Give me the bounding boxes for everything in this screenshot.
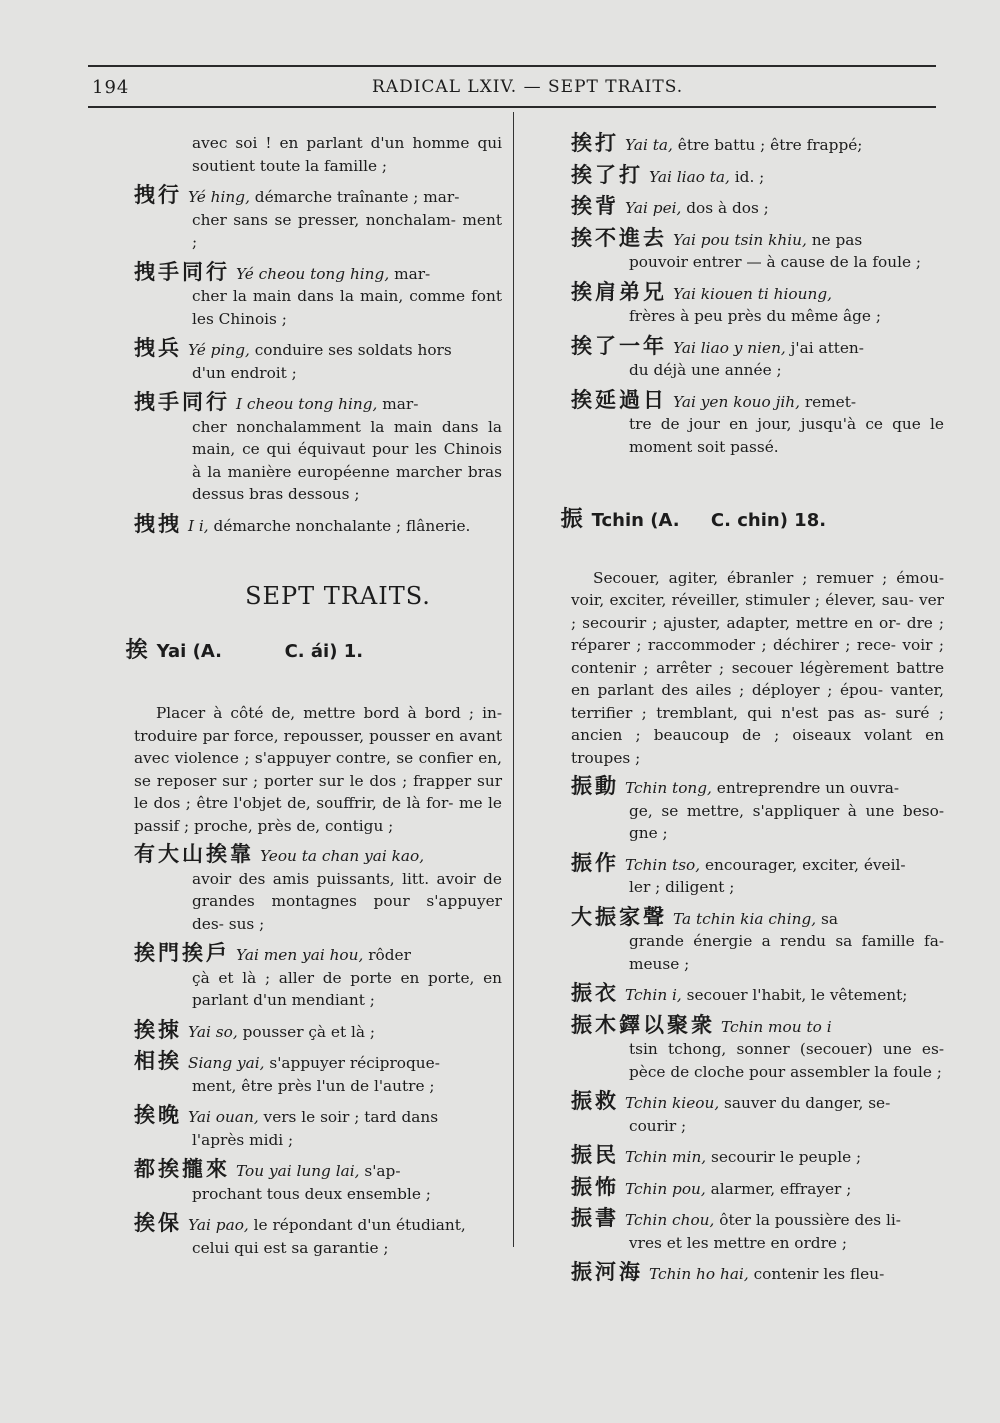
entry-romanization: Yai pei, xyxy=(625,199,682,217)
dictionary-entry xyxy=(571,775,944,845)
entry-gloss-start: secouer l'habit, le vêtement; xyxy=(681,986,908,1004)
char-header-text: Tchin (A. C. chin) 18. xyxy=(591,509,827,531)
char-header-text: Yai (A. C. ái) 1. xyxy=(156,641,364,662)
dictionary-entry xyxy=(571,1144,944,1169)
entry-romanization: Tchin pou, xyxy=(625,1179,706,1198)
dictionary-entry xyxy=(571,1207,944,1254)
running-title: RADICAL LXIV. — SEPT TRAITS. xyxy=(372,77,684,97)
dictionary-entry xyxy=(134,942,502,1012)
entry-hanzi: 振怖 xyxy=(571,1174,619,1199)
entry-gloss-start: dos à dos ; xyxy=(681,199,769,217)
entry-hanzi: 挨背 xyxy=(571,194,619,218)
dictionary-entry xyxy=(571,227,944,274)
entry-romanization: Yai pao, xyxy=(188,1216,249,1234)
entry-hanzi: 拽手同行 xyxy=(134,259,230,284)
column-divider xyxy=(513,112,514,1247)
entry-first-line xyxy=(134,1212,502,1237)
entry-hanzi: 挨肩弟兄 xyxy=(571,279,667,304)
entry-gloss-start: entreprendre un ouvra- xyxy=(711,779,900,797)
entry-first-line xyxy=(571,335,944,360)
dictionary-entry xyxy=(571,906,944,976)
entry-list xyxy=(134,843,502,1259)
entry-romanization: Tchin tso, xyxy=(625,855,701,874)
char-header-hanzi: 振 xyxy=(560,506,586,532)
entry-romanization: Tchin i, xyxy=(625,986,682,1004)
entry-gloss-start: s'ap- xyxy=(359,1162,401,1180)
entry-gloss-continuation: cher sans se presser, nonchalam- ment ; xyxy=(192,210,502,251)
definition-tchin: Secouer, agiter, ébranler ; remuer ; émou- voir, exciter, réveiller, stimuler ; élever, sau- ver ; secourir ; ajuster, adapter, mettre en or- dre ; réparer ; raccommoder ; déchirer ; rece- voir ; contenir ; arrêter ; secouer légèrement battre en parlant des ailes ; déployer ; épou- vanter, terrifier ; tremblant, qui n'est pas as- suré ; ancien ; beaucoup de ; oiseaux volant en troupes ; xyxy=(571,568,944,767)
dictionary-entry xyxy=(571,1176,944,1201)
entry-hanzi: 挨門挨戶 xyxy=(134,941,230,965)
dictionary-entry xyxy=(571,1014,944,1084)
entry-gloss-start: démarche traînante ; mar- xyxy=(249,188,460,206)
entry-hanzi: 振書 xyxy=(571,1206,619,1230)
entry-hanzi: 振衣 xyxy=(571,981,619,1005)
entry-list xyxy=(571,775,944,1286)
entry-gloss-continuation: courir ; xyxy=(629,1116,687,1135)
entry-romanization: Tchin ho hai, xyxy=(649,1265,749,1283)
char-header-tchin xyxy=(523,486,944,555)
entry-gloss-start: id. ; xyxy=(729,167,765,186)
right-column xyxy=(560,131,944,1293)
entry-gloss-start: mar- xyxy=(389,264,431,283)
entry-gloss-continuation: vres et les mettre en ordre ; xyxy=(629,1233,847,1252)
entry-first-line xyxy=(571,982,944,1007)
dictionary-entry xyxy=(134,513,502,538)
entry-romanization: Yai ta, xyxy=(625,136,673,154)
dictionary-entry xyxy=(134,1158,502,1205)
dictionary-entry xyxy=(571,1261,944,1286)
entry-romanization: I i, xyxy=(188,516,209,535)
entry-first-line xyxy=(134,513,502,538)
entry-first-line xyxy=(571,281,944,306)
entry-first-line xyxy=(134,1019,502,1044)
entry-hanzi: 挨打 xyxy=(571,131,619,155)
header-rule-top xyxy=(88,65,936,67)
entry-romanization: Yai so, xyxy=(188,1022,238,1041)
entry-romanization: I cheou tong hing, xyxy=(236,395,378,413)
entry-gloss-start: j'ai atten- xyxy=(785,338,864,357)
entry-hanzi: 有大山挨靠 xyxy=(134,842,254,866)
dictionary-entry xyxy=(571,982,944,1007)
left-column xyxy=(125,132,502,1266)
entry-first-line xyxy=(134,261,502,286)
entry-gloss-continuation: ge, se mettre, s'appliquer à une beso- gne ; xyxy=(629,801,944,842)
entry-hanzi: 振作 xyxy=(571,850,619,875)
entry-gloss-continuation: grande énergie a rendu sa famille fa- meuse ; xyxy=(629,932,944,973)
entry-first-line xyxy=(571,389,944,414)
entry-list xyxy=(134,184,502,537)
entry-gloss-start: vers le soir ; tard dans xyxy=(258,1108,439,1126)
entry-hanzi: 拽手同行 xyxy=(134,390,230,414)
entry-gloss-continuation: prochant tous deux ensemble ; xyxy=(192,1184,431,1203)
entry-gloss-start: être battu ; être frappé; xyxy=(672,136,863,154)
entry-romanization: Yé ping, xyxy=(188,341,250,359)
entry-gloss-start: pousser çà et là ; xyxy=(237,1022,376,1041)
dictionary-entry xyxy=(134,1104,502,1151)
entry-gloss-continuation: tsin tchong, sonner (secouer) une es- pèce de cloche pour assembler la foule ; xyxy=(629,1040,944,1081)
dictionary-entry xyxy=(571,132,944,157)
entry-gloss-continuation: frères à peu près du même âge ; xyxy=(629,307,881,325)
entry-gloss-continuation: avoir des amis puissants, litt. avoir de grandes montagnes pour s'appuyer des- sus ; xyxy=(192,869,502,933)
entry-gloss-start: conduire ses soldats hors xyxy=(249,341,452,359)
entry-gloss-start: sauver du danger, se- xyxy=(719,1094,891,1112)
entry-hanzi: 振救 xyxy=(571,1089,619,1113)
entry-romanization: Yai kiouen ti hioung, xyxy=(673,284,832,303)
entry-gloss-continuation: cher nonchalamment la main dans la main, ce qui équivaut pour les Chinois à la manière européenne marcher bras dessus bras dessous ; xyxy=(192,417,502,503)
entry-hanzi: 振民 xyxy=(571,1143,619,1167)
entry-hanzi: 挨不進去 xyxy=(571,225,667,250)
entry-gloss-start: remet- xyxy=(799,392,857,411)
entry-romanization: Yai pou tsin khiu, xyxy=(673,230,807,249)
entry-romanization: Siang yai, xyxy=(188,1054,265,1072)
entry-romanization: Tou yai lung lai, xyxy=(236,1162,360,1180)
page-number: 194 xyxy=(92,77,130,98)
entry-hanzi: 振動 xyxy=(571,774,619,798)
entry-hanzi: 相挨 xyxy=(134,1049,182,1073)
entry-hanzi: 挨保 xyxy=(134,1211,182,1235)
entry-romanization: Yai yen kouo jih, xyxy=(673,392,800,411)
entry-gloss-start: secourir le peuple ; xyxy=(706,1148,862,1166)
header-rule-bottom xyxy=(88,106,936,108)
entry-hanzi: 大振家聲 xyxy=(571,904,667,929)
entry-first-line xyxy=(571,1090,944,1115)
entry-hanzi: 拽兵 xyxy=(134,336,182,360)
entry-romanization: Ta tchin kia ching, xyxy=(673,909,817,928)
entry-gloss-continuation: ler ; diligent ; xyxy=(629,878,735,896)
entry-romanization: Yai liao ta, xyxy=(649,167,730,186)
entry-first-line xyxy=(571,775,944,800)
dictionary-entry xyxy=(134,1212,502,1259)
entry-first-line xyxy=(134,843,502,868)
entry-romanization: Tchin mou to i xyxy=(721,1017,832,1036)
entry-romanization: Yé hing, xyxy=(188,188,250,206)
entry-romanization: Yeou ta chan yai kao, xyxy=(260,847,425,865)
char-header-hanzi: 挨 xyxy=(125,638,151,663)
entry-romanization: Yai liao y nien, xyxy=(673,338,786,357)
entry-hanzi: 振木鐸以聚衆 xyxy=(571,1012,715,1037)
entry-romanization: Tchin chou, xyxy=(625,1211,715,1229)
entry-hanzi: 挨了一年 xyxy=(571,333,667,358)
dictionary-entry xyxy=(134,843,502,935)
entry-list xyxy=(571,132,944,458)
entry-gloss-start: rôder xyxy=(363,946,411,964)
entry-romanization: Tchin tong, xyxy=(625,779,712,797)
entry-first-line xyxy=(134,942,502,967)
entry-gloss-continuation: l'après midi ; xyxy=(192,1130,294,1149)
entry-gloss-start: alarmer, effrayer ; xyxy=(705,1179,852,1198)
entry-hanzi: 挨延過日 xyxy=(571,387,667,412)
entry-first-line xyxy=(134,184,502,209)
entry-gloss-start: mar- xyxy=(377,395,419,413)
entry-gloss-start: contenir les fleu- xyxy=(748,1265,885,1283)
entry-gloss-continuation: pouvoir entrer — à cause de la foule ; xyxy=(629,253,922,271)
entry-first-line xyxy=(571,1207,944,1232)
entry-first-line xyxy=(571,132,944,157)
dictionary-entry xyxy=(571,389,944,459)
entry-hanzi: 拽行 xyxy=(134,183,182,207)
entry-hanzi: 挨捒 xyxy=(134,1017,182,1042)
entry-hanzi: 拽拽 xyxy=(134,511,182,536)
entry-gloss-start: s'appuyer réciproque- xyxy=(264,1054,440,1072)
entry-first-line xyxy=(571,906,944,931)
entry-first-line xyxy=(571,1144,944,1169)
entry-first-line xyxy=(134,1158,502,1183)
entry-hanzi: 挨晚 xyxy=(134,1103,182,1127)
entry-hanzi: 挨了打 xyxy=(571,162,643,187)
dictionary-entry xyxy=(134,1050,502,1097)
dictionary-entry xyxy=(571,195,944,220)
entry-gloss-continuation: d'un endroit ; xyxy=(192,363,297,382)
entry-first-line xyxy=(134,1104,502,1129)
entry-gloss-start: ôter la poussière des li- xyxy=(714,1211,901,1229)
dictionary-entry xyxy=(134,184,502,254)
entry-gloss-start: le répondant d'un étudiant, xyxy=(248,1216,466,1234)
entry-first-line xyxy=(134,337,502,362)
char-header-yai xyxy=(88,618,502,687)
dictionary-entry xyxy=(134,337,502,384)
dictionary-entry xyxy=(571,852,944,899)
entry-gloss-start: ne pas xyxy=(806,230,863,249)
entry-romanization: Yé cheou tong hing, xyxy=(236,264,390,283)
entry-hanzi: 振河海 xyxy=(571,1260,643,1284)
dictionary-entry xyxy=(571,335,944,382)
entry-gloss-continuation: du déjà une année ; xyxy=(629,361,782,379)
entry-first-line xyxy=(571,852,944,877)
entry-gloss-continuation: çà et là ; aller de porte en porte, en parlant d'un mendiant ; xyxy=(192,968,502,1009)
entry-gloss-continuation: ment, être près l'un de l'autre ; xyxy=(192,1076,435,1095)
dictionary-entry xyxy=(134,391,502,506)
entry-first-line xyxy=(571,195,944,220)
entry-first-line xyxy=(134,1050,502,1075)
dictionary-entry xyxy=(571,1090,944,1137)
dictionary-entry xyxy=(134,261,502,331)
entry-first-line xyxy=(571,164,944,189)
entry-romanization: Yai ouan, xyxy=(188,1108,259,1126)
entry-gloss-continuation: celui qui est sa garantie ; xyxy=(192,1238,389,1257)
entry-first-line xyxy=(571,1176,944,1201)
dictionary-entry xyxy=(571,164,944,189)
entry-gloss-continuation: cher la main dans la main, comme font les Chinois ; xyxy=(192,287,502,328)
entry-first-line xyxy=(571,1014,944,1039)
dictionary-entry xyxy=(571,281,944,328)
dictionary-entry xyxy=(134,1019,502,1044)
entry-gloss-continuation: tre de jour en jour, jusqu'à ce que le moment soit passé. xyxy=(629,415,944,456)
entry-romanization: Yai men yai hou, xyxy=(236,946,364,964)
entry-first-line xyxy=(571,227,944,252)
entry-romanization: Tchin min, xyxy=(625,1148,707,1166)
entry-gloss-start: démarche nonchalante ; flânerie. xyxy=(208,516,471,535)
entry-gloss-start: encourager, exciter, éveil- xyxy=(700,855,906,874)
entry-hanzi: 都挨攏來 xyxy=(134,1157,230,1181)
entry-first-line xyxy=(134,391,502,416)
continuation-text: avec soi ! en parlant d'un homme qui soutient toute la famille ; xyxy=(192,134,502,175)
section-title: SEPT TRAITS. xyxy=(245,582,431,610)
entry-gloss-start: sa xyxy=(816,909,838,928)
entry-romanization: Tchin kieou, xyxy=(625,1094,720,1112)
entry-first-line xyxy=(571,1261,944,1286)
definition-yai: Placer à côté de, mettre bord à bord ; in- troduire par force, repousser, pousser en avant avec violence ; s'appuyer contre, se confier en, se reposer sur ; porter sur le dos ; frapper sur le dos ; être l'objet de, souffrir, de là for- me le passif ; proche, près de, contigu ; xyxy=(134,704,502,835)
